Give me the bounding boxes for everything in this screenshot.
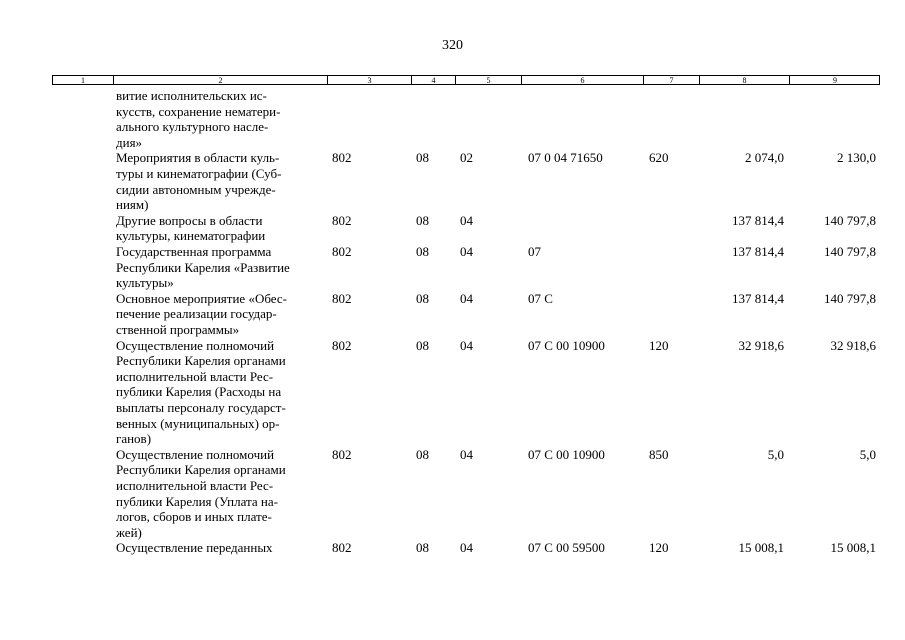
row-name-line: исполнительной власти Рес- bbox=[116, 368, 274, 384]
row-name-line: венных (муниципальных) ор- bbox=[116, 415, 280, 431]
row-cell-c6: 07 С 00 10900 bbox=[528, 446, 605, 462]
row-name-line: культуры» bbox=[116, 275, 174, 291]
row-cell-c7: 850 bbox=[649, 446, 669, 462]
row-name-line: кусств, сохранение нематери- bbox=[116, 103, 281, 119]
row-cell-c8: 2 074,0 bbox=[745, 150, 784, 166]
row-cell-c3: 802 bbox=[332, 150, 352, 166]
row-cell-c5: 04 bbox=[460, 290, 473, 306]
table-row bbox=[52, 338, 880, 447]
table-row bbox=[52, 447, 880, 541]
header-col-3: 3 bbox=[327, 76, 411, 84]
row-name-line: Государственная программа bbox=[116, 243, 272, 259]
row-name-line: Осуществление переданных bbox=[116, 540, 273, 556]
row-name bbox=[116, 213, 326, 244]
table-row bbox=[52, 88, 880, 150]
row-name-line: ственной программы» bbox=[116, 321, 240, 337]
row-name-line: витие исполнительских ис- bbox=[116, 88, 267, 103]
row-cell-c9: 15 008,1 bbox=[830, 540, 876, 556]
row-cell-c5: 02 bbox=[460, 150, 473, 166]
table-row bbox=[52, 213, 880, 244]
row-name-line: туры и кинематографии (Суб- bbox=[116, 165, 282, 181]
table-body bbox=[52, 88, 880, 556]
row-cell-c6: 07 0 04 71650 bbox=[528, 150, 603, 166]
header-col-8: 8 bbox=[699, 76, 789, 84]
header-col-1: 1 bbox=[81, 76, 85, 85]
row-cell-c5: 04 bbox=[460, 212, 473, 228]
row-cell-c5: 04 bbox=[460, 243, 473, 259]
row-cell-c4: 08 bbox=[416, 150, 429, 166]
page-number: 320 bbox=[442, 38, 463, 53]
row-name-line: Республики Карелия органами bbox=[116, 353, 286, 369]
row-cell-c3: 802 bbox=[332, 337, 352, 353]
row-cell-c4: 08 bbox=[416, 446, 429, 462]
table-row bbox=[52, 244, 880, 291]
row-name bbox=[116, 291, 326, 338]
row-name-line: печение реализации государ- bbox=[116, 306, 277, 322]
row-name-line: Основное мероприятие «Обес- bbox=[116, 290, 287, 306]
row-cell-c4: 08 bbox=[416, 337, 429, 353]
row-cell-c6: 07 bbox=[528, 243, 541, 259]
row-name-line: Другие вопросы в области bbox=[116, 212, 263, 228]
row-cell-c9: 5,0 bbox=[859, 446, 876, 462]
row-cell-c3: 802 bbox=[332, 212, 352, 228]
row-name-line: ального культурного насле- bbox=[116, 119, 269, 135]
row-cell-c3: 802 bbox=[332, 446, 352, 462]
row-cell-c4: 08 bbox=[416, 212, 429, 228]
table-row bbox=[52, 291, 880, 338]
row-cell-c9: 140 797,8 bbox=[824, 243, 876, 259]
row-name-line: Осуществление полномочий bbox=[116, 337, 275, 353]
row-cell-c7: 620 bbox=[649, 150, 669, 166]
row-cell-c5: 04 bbox=[460, 337, 473, 353]
row-name bbox=[116, 244, 326, 291]
row-cell-c9: 140 797,8 bbox=[824, 290, 876, 306]
row-cell-c8: 137 814,4 bbox=[732, 290, 784, 306]
row-cell-c6: 07 С 00 10900 bbox=[528, 337, 605, 353]
table-header bbox=[52, 75, 880, 85]
row-name bbox=[116, 150, 326, 212]
table-row bbox=[52, 150, 880, 212]
row-name-line: Осуществление полномочий bbox=[116, 446, 275, 462]
row-name bbox=[116, 447, 326, 541]
row-cell-c8: 137 814,4 bbox=[732, 212, 784, 228]
row-name-line: логов, сборов и иных плате- bbox=[116, 509, 272, 525]
row-name-line: культуры, кинематографии bbox=[116, 228, 266, 244]
row-cell-c6: 07 С bbox=[528, 290, 553, 306]
header-col-7: 7 bbox=[643, 76, 699, 84]
header-col-2: 2 bbox=[113, 76, 327, 84]
row-cell-c9: 140 797,8 bbox=[824, 212, 876, 228]
row-cell-c4: 08 bbox=[416, 243, 429, 259]
header-col-5: 5 bbox=[455, 76, 521, 84]
row-name-line: ганов) bbox=[116, 431, 152, 447]
row-name-line: публики Карелия (Уплата на- bbox=[116, 493, 278, 509]
row-name-line: ниям) bbox=[116, 197, 149, 213]
row-cell-c8: 5,0 bbox=[767, 446, 784, 462]
row-name-line: Мероприятия в области куль- bbox=[116, 150, 280, 166]
row-cell-c7: 120 bbox=[649, 540, 669, 556]
row-name-line: сидии автономным учрежде- bbox=[116, 181, 276, 197]
row-name-line: исполнительной власти Рес- bbox=[116, 477, 274, 493]
row-name-line: публики Карелия (Расходы на bbox=[116, 384, 282, 400]
row-name-line: Республики Карелия органами bbox=[116, 462, 286, 478]
row-name bbox=[116, 540, 326, 556]
row-cell-c6: 07 С 00 59500 bbox=[528, 540, 605, 556]
row-cell-c5: 04 bbox=[460, 446, 473, 462]
row-name-line: жей) bbox=[116, 524, 142, 540]
row-cell-c9: 32 918,6 bbox=[830, 337, 876, 353]
row-name-line: дия» bbox=[116, 134, 143, 150]
row-cell-c4: 08 bbox=[416, 540, 429, 556]
row-cell-c9: 2 130,0 bbox=[837, 150, 876, 166]
row-cell-c3: 802 bbox=[332, 243, 352, 259]
row-cell-c7: 120 bbox=[649, 337, 669, 353]
row-cell-c4: 08 bbox=[416, 290, 429, 306]
header-col-9: 9 bbox=[789, 76, 880, 84]
row-cell-c3: 802 bbox=[332, 540, 352, 556]
row-name bbox=[116, 338, 326, 447]
row-cell-c8: 32 918,6 bbox=[738, 337, 784, 353]
row-name bbox=[116, 88, 326, 150]
table-row bbox=[52, 540, 880, 556]
row-name-line: выплаты персоналу государст- bbox=[116, 399, 286, 415]
row-cell-c8: 15 008,1 bbox=[738, 540, 784, 556]
header-col-6: 6 bbox=[521, 76, 643, 84]
row-cell-c5: 04 bbox=[460, 540, 473, 556]
row-name-line: Республики Карелия «Развитие bbox=[116, 259, 290, 275]
row-cell-c8: 137 814,4 bbox=[732, 243, 784, 259]
row-cell-c3: 802 bbox=[332, 290, 352, 306]
header-col-4: 4 bbox=[411, 76, 455, 84]
